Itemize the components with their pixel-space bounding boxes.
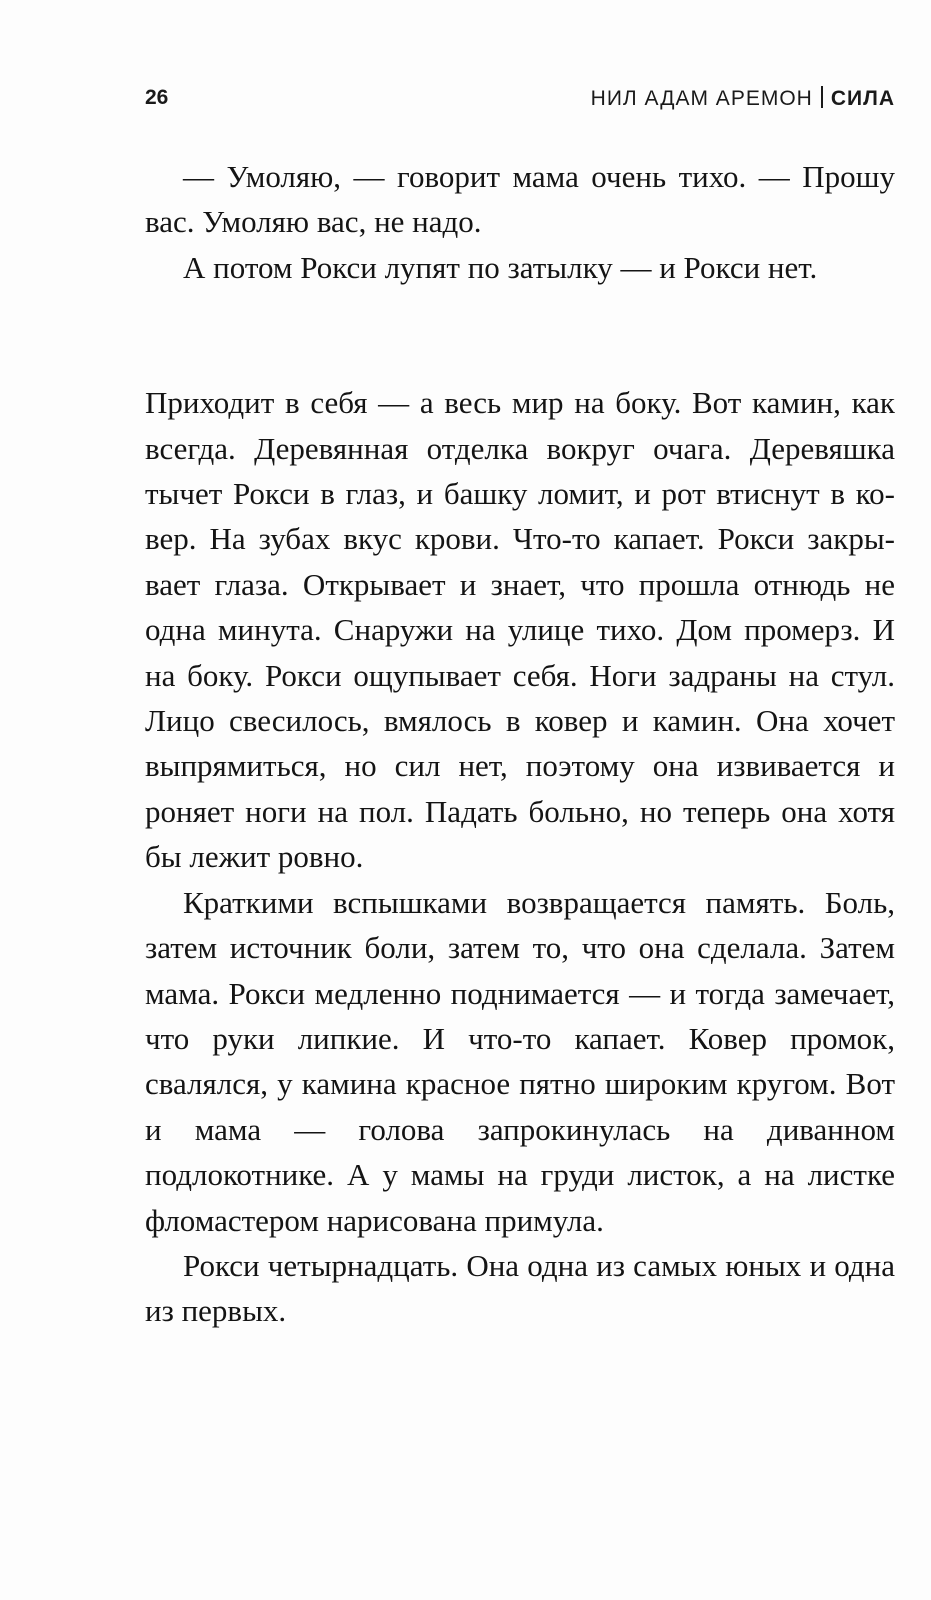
header-separator: [821, 86, 823, 108]
body-text: [145, 154, 895, 1334]
paragraph-dialogue: — Умоляю, — говорит мама очень тихо. — Прошу вас. Умоляю вас, не надо.: [145, 159, 895, 240]
paragraph-memory: Краткими вспышками возвращается память. Боль, затем источник боли, затем то, что она сделала. Затем мама. Рокси медленно поднимается — и тогда замечает, что руки липкие. И что-то капает. Ковер промок, свалялся, у камина красное пятно широким кругом. Вот и мама — голова запрокинулась на диванном подлокотнике. А у мамы на груди листок, а на листке фломастером нарисована примула.: [145, 884, 895, 1238]
section-break: [145, 290, 895, 380]
page-header: [145, 86, 895, 122]
running-head: [591, 86, 895, 111]
paragraph-blackout: А потом Рокси лупят по затылку — и Рокси нет.: [183, 249, 818, 285]
paragraph-age: Рокси четырнадцать. Она одна из самых юных и одна из первых.: [145, 1247, 895, 1329]
book-title: СИЛА: [830, 87, 895, 110]
author-name: НИЛ АДАМ АРЕМОН: [590, 87, 813, 110]
page-number: 26: [145, 86, 169, 109]
paragraph-awakening: Приходит в себя — а весь мир на боку. Вот камин, как всегда. Деревянная отделка вокруг очага. Деревяшка тычет Рокси в глаз, и башку ломит, и рот втиснут в ковер. На зубах вкус крови. Что-то капает. Рокси закрывает глаза. Открывает и знает, что прошла отнюдь не одна минута. Снаружи на улице тихо. Дом промерз. И на боку. Рокси ощупывает себя. Ноги задраны на стул. Лицо свесилось, вмялось в ковер и камин. Она хочет выпрямиться, но сил нет, поэтому она извивается и роняет ноги на пол. Падать больно, но теперь она хотя бы лежит ровно.: [145, 385, 895, 875]
